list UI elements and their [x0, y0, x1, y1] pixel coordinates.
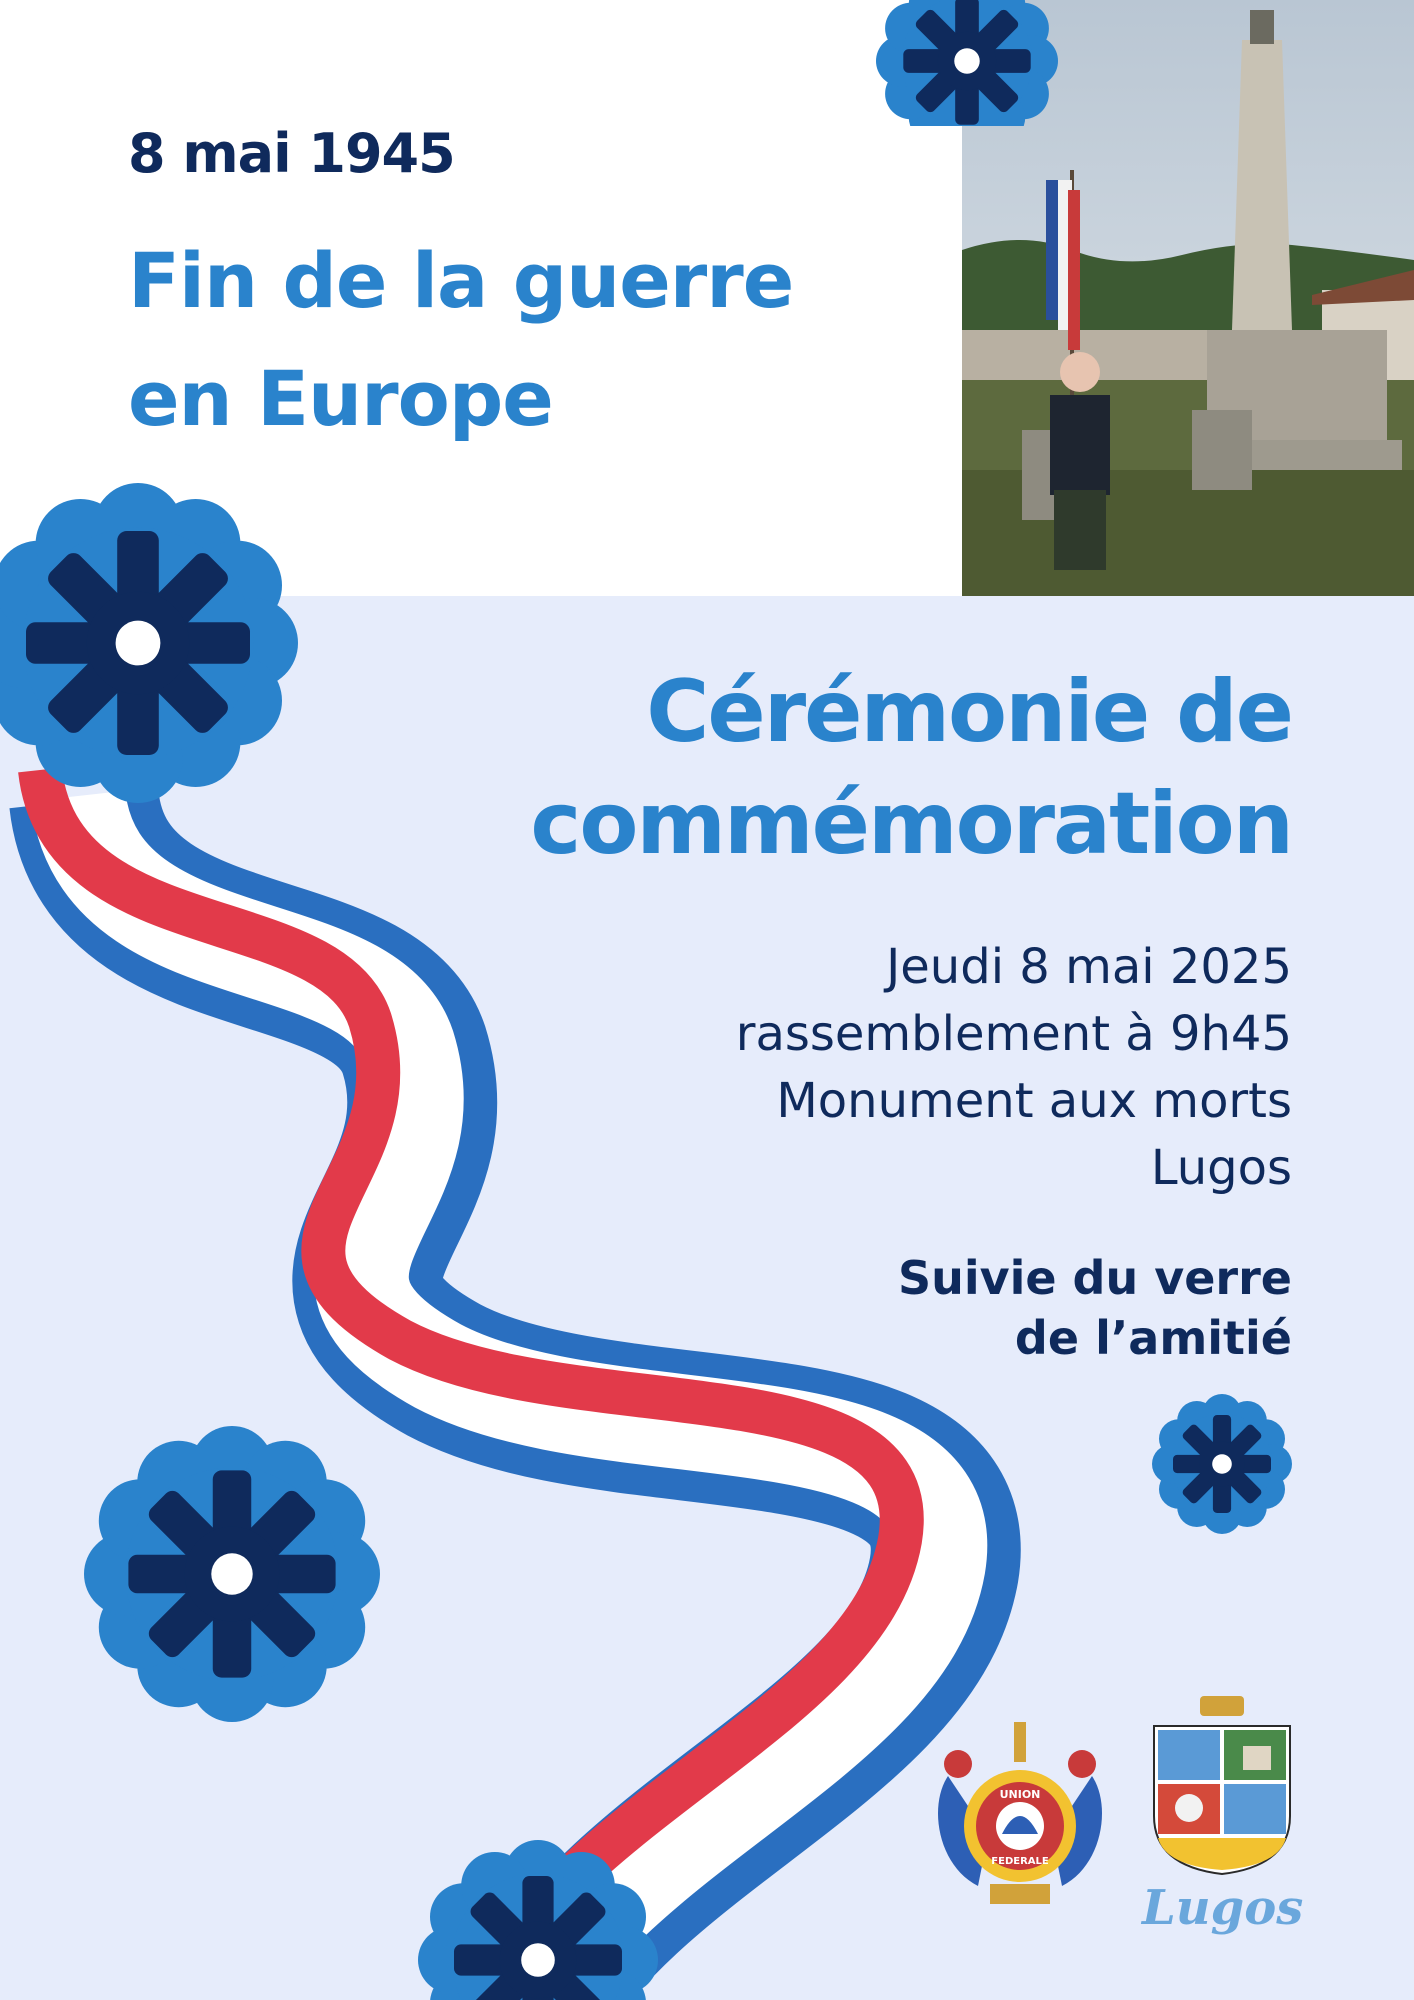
- event-title-line-2: commémoration: [530, 774, 1292, 874]
- event-day: Jeudi 8 mai 2025: [886, 939, 1292, 995]
- headline: [128, 222, 888, 458]
- lugos-coat-of-arms: [1148, 1696, 1296, 1876]
- followup-line-1: Suivie du verre: [897, 1251, 1292, 1305]
- commemoration-date: 8 mai 1945: [128, 122, 455, 185]
- headline-line-1: Fin de la guerre: [128, 236, 794, 325]
- cornflower-icon: [1152, 1394, 1292, 1534]
- event-details: [352, 934, 1292, 1202]
- cornflower-icon: [0, 478, 298, 808]
- union-text: UNION: [999, 1788, 1041, 1801]
- followup-note: [352, 1248, 1292, 1368]
- cornflower-icon: [418, 1840, 658, 2000]
- followup-line-2: de l’amitié: [1014, 1311, 1292, 1365]
- cornflower-icon: [876, 0, 1058, 126]
- event-place: Monument aux morts: [776, 1073, 1292, 1129]
- federale-text: FEDERALE: [991, 1856, 1049, 1867]
- event-title: [352, 656, 1292, 880]
- event-time: rassemblement à 9h45: [735, 1006, 1292, 1062]
- event-title-line-1: Cérémonie de: [646, 662, 1292, 762]
- event-town: Lugos: [1150, 1140, 1292, 1196]
- headline-line-2: en Europe: [128, 354, 553, 443]
- union-federale-logo: [928, 1716, 1112, 1912]
- cornflower-icon: [84, 1426, 380, 1722]
- commune-name: Lugos: [1142, 1880, 1304, 1936]
